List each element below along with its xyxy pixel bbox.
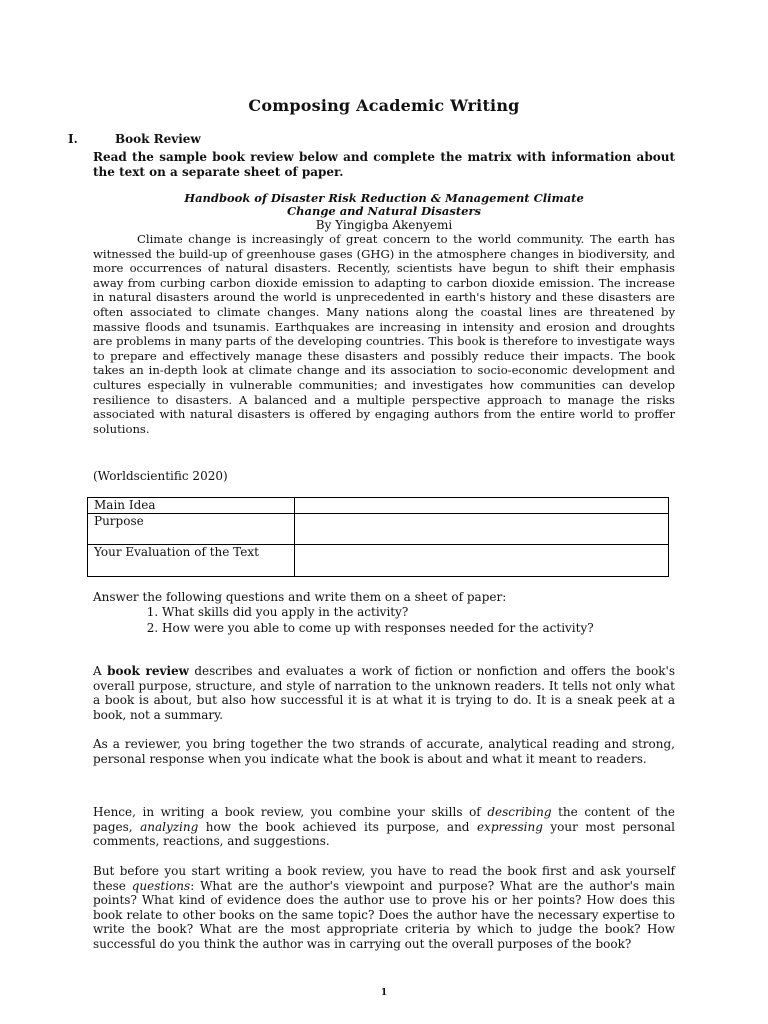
book-byline: By Yingigba Akenyemi — [315, 218, 453, 232]
matrix-cell — [295, 545, 669, 577]
paragraph-reviewer: As a reviewer, you bring together the two strands of accurate, analytical reading and strong, personal response when you indicate what the book is about and what it meant to readers. — [93, 737, 675, 766]
section-number: I. — [68, 132, 78, 146]
page-title: Composing Academic Writing — [248, 96, 520, 115]
text-run: : What are the author's viewpoint and purpose? What are the author's main points? What kind of evidence does the author use to prove his or her points? How does this book relate to other books on the same topic? Does the author have the necessary expertise to write the book? What are the most appropriate criteria by which to judge the book? How successful do you think the author was in carrying out the overall purposes of the book? — [93, 878, 675, 951]
text-run: your most personal comments, reactions, and suggestions. — [93, 819, 675, 849]
book-title — [93, 192, 675, 217]
paragraph-definition — [93, 664, 675, 722]
matrix-label: Your Evaluation of the Text — [88, 545, 295, 577]
matrix-label: Purpose — [88, 514, 295, 545]
italic-term: expressing — [476, 819, 543, 834]
italic-term: questions — [131, 878, 191, 893]
text-run: But before you start writing a book review, you have to read the book first and ask yourself these — [93, 864, 675, 893]
italic-term: describing — [487, 805, 552, 819]
matrix-row — [88, 514, 669, 545]
review-source: (Worldscientific 2020) — [93, 469, 228, 483]
section-heading — [68, 132, 201, 146]
question-item: 1. What skills did you apply in the activity? — [162, 604, 594, 620]
bold-term: book review — [107, 664, 189, 678]
question-item: 2. How were you able to come up with responses needed for the activity? — [162, 620, 594, 636]
review-matrix — [87, 497, 669, 577]
sample-review-text: Climate change is increasingly of great concern to the world community. The earth has witnessed the build-up of greenhouse gases (GHG) in the atmosphere changes in biodiversity, and more occurrences of natural disasters. Recently, scientists have begun to shift their emphasis away from curbing carbon dioxide emission to adapting to carbon dioxide emission. The increase in natural disasters around the world is unprecedented in earth's history and these disasters are often associated to climate changes. Many nations along the coastal lines are threatened by massive floods and tsunamis. Earthquakes are increasing in intensity and erosion and droughts are problems in many parts of the developing countries. This book is therefore to investigate ways to prepare and effectively manage these disasters and possibly reduce their impacts. The book takes an in-depth look at climate change and its association to socio-economic development and cultures especially in vulnerable communities; and investigates how communities can develop resilience to disasters. A balanced and a multiple perspective approach to manage the risks associated with natural disasters is offered by engaging authors from the entire world to proffer solutions. — [93, 232, 675, 436]
matrix-cell — [295, 514, 669, 545]
paragraph-skills — [93, 805, 675, 849]
text-run: A — [93, 664, 108, 678]
instruction-text: Read the sample book review below and complete the matrix with information about the text on a separate sheet of paper. — [93, 150, 675, 179]
text-run: Hence, in writing a book review, you combine your skills of — [93, 805, 488, 819]
section-title: Book Review — [115, 132, 201, 146]
book-title-line-1: Handbook of Disaster Risk Reduction & Management Climate — [184, 191, 584, 205]
matrix-row — [88, 498, 669, 514]
page-number: 1 — [380, 988, 388, 998]
matrix-cell — [295, 498, 669, 514]
text-run: the content of the pages, — [93, 805, 675, 834]
book-title-line-2: Change and Natural Disasters — [287, 203, 481, 218]
matrix-row — [88, 545, 669, 577]
italic-term: analyzing — [140, 819, 199, 834]
text-run: how the book achieved its purpose, and — [198, 819, 477, 834]
questions-intro: Answer the following questions and write them on a sheet of paper: — [93, 590, 507, 604]
questions-list — [137, 604, 594, 636]
matrix-label: Main Idea — [88, 498, 295, 514]
text-run: describes and evaluates a work of fiction or nonfiction and offers the book's overall purpose, structure, and style of narration to the unknown readers. It tells not only what a book is about, but also how successful it is at what it is trying to do. It is a sneak peek at a book, not a summary. — [93, 664, 676, 722]
paragraph-questions — [93, 864, 675, 952]
